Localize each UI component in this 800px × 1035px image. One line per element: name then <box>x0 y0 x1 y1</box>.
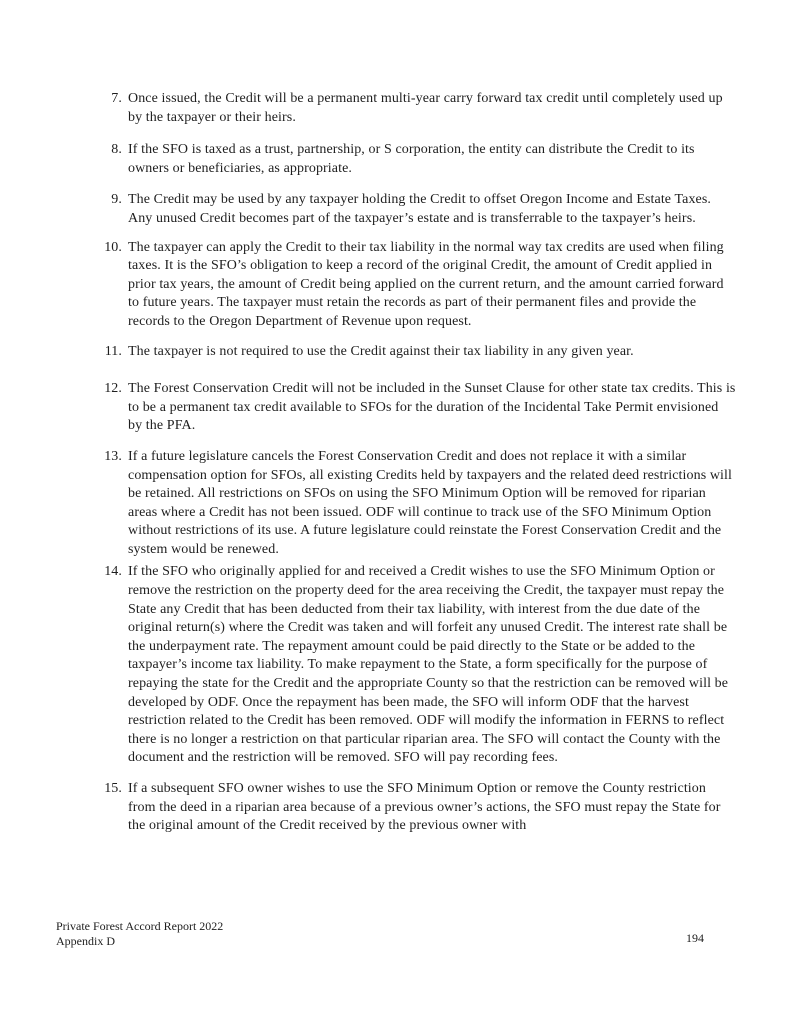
list-item <box>95 380 745 436</box>
footer-report-title: Private Forest Accord Report 2022 <box>56 919 224 933</box>
list-item-number: 14. <box>104 564 122 580</box>
list-item <box>95 90 745 127</box>
list-item-number: 12. <box>104 381 122 397</box>
page-number: 194 <box>686 931 704 945</box>
list-item <box>95 191 745 228</box>
list-item <box>95 239 745 332</box>
numbered-list <box>95 90 745 836</box>
list-item <box>95 141 745 178</box>
list-item-number: 9. <box>111 192 122 208</box>
list-item-text: The taxpayer is not required to use the Credit against their tax liability in any given year. <box>128 343 634 359</box>
list-item-text: If the SFO is taxed as a trust, partnership, or S corporation, the entity can distribute the Credit to its owners or beneficiaries, as appropriate. <box>128 142 695 176</box>
page-footer <box>56 919 223 949</box>
list-item-text: The taxpayer can apply the Credit to their tax liability in the normal way tax credits are used when filing taxes. It is the SFO’s obligation to keep a record of the original Credit, the amount of Credit applied in prior tax years, the amount of Credit being applied on the current return, and the amount carried forward to future years. The taxpayer must retain the records as part of their permanent files and provide the records to the Oregon Department of Revenue upon request. <box>128 239 724 329</box>
list-item-number: 11. <box>104 343 122 359</box>
list-item-text: If a future legislature cancels the Forest Conservation Credit and does not replace it with a similar compensation option for SFOs, all existing Credits held by taxpayers and the related deed restrictions will be retained. All restrictions on SFOs on using the SFO Minimum Option will be removed for riparian areas where a Credit has not been issued. ODF will continue to track use of the SFO Minimum Option without restrictions of its use. A future legislature could reinstate the Forest Conservation Credit and the system would be renewed. <box>128 448 733 557</box>
list-item <box>95 563 745 768</box>
list-item <box>95 343 745 362</box>
list-item <box>95 780 745 836</box>
list-item-number: 8. <box>111 142 122 158</box>
list-item-number: 13. <box>104 448 122 464</box>
list-item-text: If a subsequent SFO owner wishes to use the SFO Minimum Option or remove the County restriction from the deed in a riparian area because of a previous owner’s actions, the SFO must repay the State for the original amount of the Credit received by the previous owner with <box>128 781 721 834</box>
list-item-text: If the SFO who originally applied for and received a Credit wishes to use the SFO Minimum Option or remove the restriction on the property deed for the area receiving the Credit, the taxpayer must repay the State any Credit that has been deducted from their tax liability, with interest from the due date of the original return(s) where the Credit was taken and will forfeit any unused Credit. The interest rate shall be the underpayment rate. The repayment amount could be paid directly to the State or be added to the taxpayer’s income tax liability. To make repayment to the State, a form specifically for the purpose of repaying the state for the Credit and the appropriate County so that the restriction can be removed will be developed by ODF. Once the repayment has been made, the SFO will inform ODF that the harvest restriction related to the Credit has been removed. ODF will modify the information in FERNS to reflect there is no longer a restriction on that particular riparian area. The SFO will contact the County with the document and the restriction will be removed. SFO will pay recording fees. <box>128 564 729 766</box>
list-item-text: Once issued, the Credit will be a permanent multi-year carry forward tax credit until completely used up by the taxpayer or their heirs. <box>128 91 723 125</box>
footer-appendix-label: Appendix D <box>56 934 115 948</box>
list-item-number: 10. <box>104 239 122 255</box>
list-item-text: The Credit may be used by any taxpayer holding the Credit to offset Oregon Income and Estate Taxes. Any unused Credit becomes part of the taxpayer’s estate and is transferrable to the taxpayer’s heirs. <box>128 192 712 226</box>
list-item <box>95 448 745 560</box>
list-item-number: 15. <box>104 781 122 796</box>
list-item-text: The Forest Conservation Credit will not be included in the Sunset Clause for other state tax credits. This is to be a permanent tax credit available to SFOs for the duration of the Incidental Take Permit envisioned by the PFA. <box>128 381 736 434</box>
list-item-number: 7. <box>111 91 122 106</box>
